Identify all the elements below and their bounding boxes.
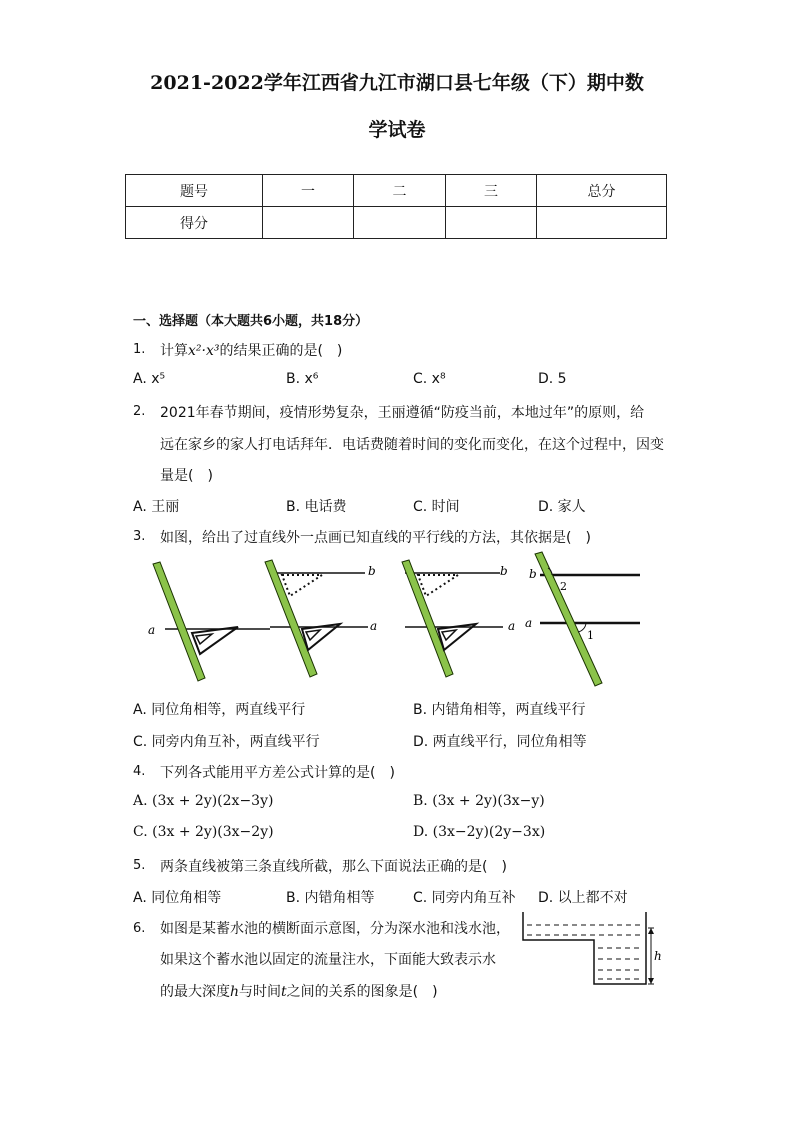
option-c[interactable]: C. 同旁内角互补，两直线平行 xyxy=(133,734,320,750)
question-stem-line: 如果这个蓄水池以固定的流量注水，下面能大致表示水 xyxy=(160,952,496,968)
question-stem: 如图，给出了过直线外一点画已知直线的平行线的方法，其依据是( ) xyxy=(160,530,591,546)
score-cell: 三 xyxy=(446,175,537,207)
figure-panel-4 xyxy=(525,552,640,686)
score-table xyxy=(125,174,667,239)
score-cell: 题号 xyxy=(126,175,263,207)
option-b[interactable]: B. (3x + 2y)(3x−y) xyxy=(413,793,545,809)
score-cell: 一 xyxy=(263,175,354,207)
label-b: b xyxy=(368,564,376,578)
stem-math: x²·x³ xyxy=(188,343,220,359)
option-a[interactable]: A. 同位角相等 xyxy=(133,890,222,906)
angle-label-1: 1 xyxy=(587,629,594,642)
stem-math: t xyxy=(281,984,287,1000)
label-b: b xyxy=(500,564,508,578)
question-stem: 两条直线被第三条直线所截，那么下面说法正确的是( ) xyxy=(160,859,507,875)
question-stem-line: 量是( ) xyxy=(160,468,213,484)
label-h: h xyxy=(654,949,662,963)
figure-panel-2 xyxy=(265,560,377,677)
angle-label-2: 2 xyxy=(560,580,567,593)
stem-text: 的结果正确的是( ) xyxy=(219,343,343,359)
option-b[interactable]: B. 内错角相等 xyxy=(286,890,375,906)
option-d[interactable]: D. 以上都不对 xyxy=(538,890,628,906)
option-b[interactable]: B. x⁶ xyxy=(286,371,319,387)
stem-text: 计算 xyxy=(160,343,188,359)
page-title-line2: 学试卷 xyxy=(368,119,426,141)
score-table-score-row xyxy=(126,207,667,239)
label-b: b xyxy=(529,567,537,581)
question-stem-line xyxy=(160,981,438,1001)
option-a[interactable]: A. 同位角相等，两直线平行 xyxy=(133,702,306,718)
option-d[interactable]: D. 家人 xyxy=(538,499,586,515)
label-a: a xyxy=(525,616,533,630)
label-a: a xyxy=(370,619,378,633)
score-input-cell[interactable] xyxy=(537,207,667,239)
label-a: a xyxy=(148,623,156,637)
question-stem-line: 如图是某蓄水池的横断面示意图，分为深水池和浅水池， xyxy=(160,921,510,937)
reservoir-cross-section-figure xyxy=(518,908,668,988)
option-c[interactable]: C. 同旁内角互补 xyxy=(413,890,516,906)
option-c[interactable]: C. (3x + 2y)(3x−2y) xyxy=(133,824,274,840)
option-b[interactable]: B. 内错角相等，两直线平行 xyxy=(413,702,586,718)
option-c[interactable]: C. 时间 xyxy=(413,499,460,515)
option-d[interactable]: D. 5 xyxy=(538,371,567,387)
label-a: a xyxy=(508,619,516,633)
stem-math: h xyxy=(230,984,240,1000)
stem-text: 之间的关系的图象是( ) xyxy=(286,984,438,1000)
parallel-line-construction-figure xyxy=(140,550,650,690)
question-stem-line: 2021年春节期间，疫情形势复杂，王丽遵循“防疫当前，本地过年”的原则，给 xyxy=(160,405,645,421)
option-a[interactable]: A. 王丽 xyxy=(133,499,180,515)
question-number: 2. xyxy=(133,404,146,419)
question-stem xyxy=(160,340,342,360)
question-number: 3. xyxy=(133,529,146,544)
score-input-cell[interactable] xyxy=(354,207,446,239)
question-number: 5. xyxy=(133,858,146,873)
score-table-header-row xyxy=(126,175,667,207)
score-cell: 总分 xyxy=(537,175,667,207)
figure-panel-3 xyxy=(402,560,515,677)
question-number: 6. xyxy=(133,921,146,936)
score-input-cell[interactable] xyxy=(446,207,537,239)
question-stem: 下列各式能用平方差公式计算的是( ) xyxy=(160,765,395,781)
option-d[interactable]: D. 两直线平行，同位角相等 xyxy=(413,734,587,750)
figure-panel-1 xyxy=(148,562,270,681)
option-a[interactable]: A. x⁵ xyxy=(133,371,166,387)
page-title-line1: 2021-2022学年江西省九江市湖口县七年级（下）期中数 xyxy=(150,72,644,94)
option-a[interactable]: A. (3x + 2y)(2x−3y) xyxy=(133,793,274,809)
option-b[interactable]: B. 电话费 xyxy=(286,499,347,515)
score-cell: 得分 xyxy=(126,207,263,239)
option-c[interactable]: C. x⁸ xyxy=(413,371,446,387)
question-number: 1. xyxy=(133,342,146,357)
stem-text: 与时间 xyxy=(239,984,282,1000)
option-d[interactable]: D. (3x−2y)(2y−3x) xyxy=(413,824,546,840)
score-input-cell[interactable] xyxy=(263,207,354,239)
question-number: 4. xyxy=(133,764,146,779)
section-heading: 一、选择题（本大题共6小题，共18分） xyxy=(133,314,369,329)
stem-text: 的最大深度 xyxy=(160,984,230,1000)
score-cell: 二 xyxy=(354,175,446,207)
question-stem-line: 远在家乡的家人打电话拜年．电话费随着时间的变化而变化，在这个过程中，因变 xyxy=(160,437,664,453)
